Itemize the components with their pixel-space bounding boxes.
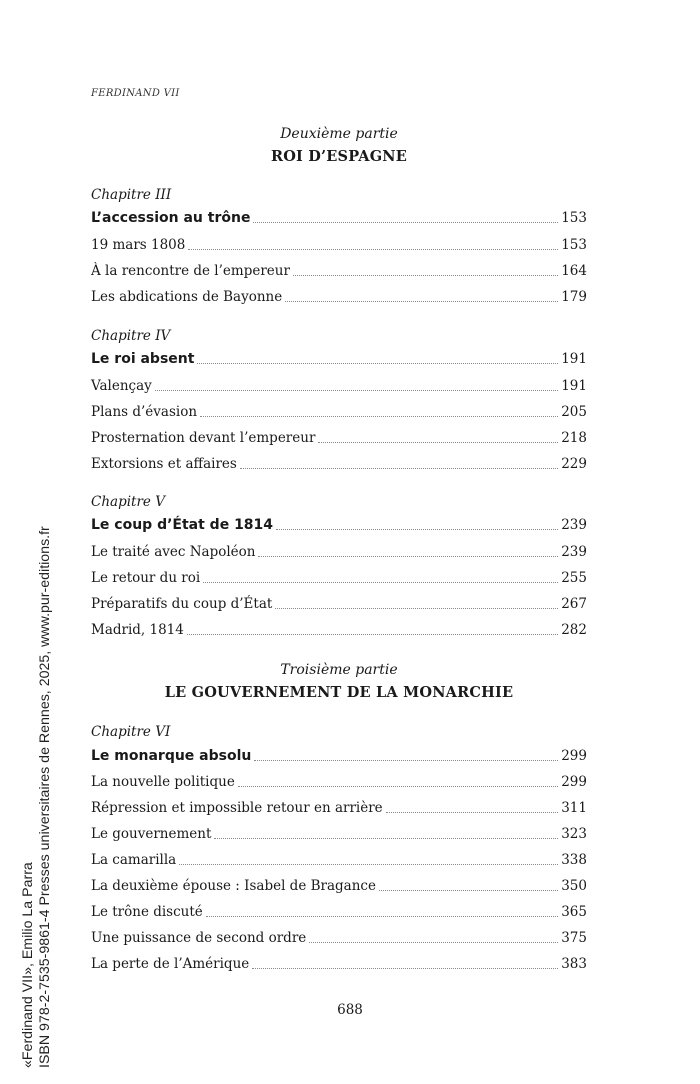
entry-title: Le retour du roi [91,570,201,586]
chapter-title-row[interactable] [91,744,587,764]
part-label: Troisième partie [280,662,398,678]
dot-leader [275,598,558,609]
copyright-sidebar [20,468,54,1068]
chapter-label: Chapitre VI [91,724,171,740]
running-head: FERDINAND VII [91,88,180,99]
page-number: 255 [561,570,587,586]
dot-leader [187,624,558,635]
page-number: 375 [561,930,587,946]
entry-title: La deuxième épouse : Isabel de Bragance [91,878,376,894]
dot-leader [214,828,558,839]
toc-entry[interactable] [91,926,587,946]
page-number: 239 [561,544,587,560]
chapter-label: Chapitre IV [91,328,171,344]
dot-leader [240,458,558,469]
entry-title: Prosternation devant l’empereur [91,430,316,446]
entry-title: Madrid, 1814 [91,622,184,638]
entry-title: Préparatifs du coup d’État [91,596,273,612]
dot-leader [379,880,558,891]
sidebar-line: «Ferdinand VII», Emilio La Parra [20,862,36,1068]
dot-leader [188,239,558,250]
part-label: Deuxième partie [280,126,398,142]
dot-leader [258,546,558,557]
entry-title: Le trône discuté [91,904,203,920]
toc-entry[interactable] [91,400,587,420]
entry-title: Le traité avec Napoléon [91,544,256,560]
dot-leader [285,291,558,302]
toc-entry[interactable] [91,259,587,279]
toc-entry[interactable] [91,770,587,790]
entry-title: Une puissance de second ordre [91,930,307,946]
page-number: 164 [561,263,587,279]
chapter-title: Le coup d’État de 1814 [91,517,274,533]
chapter-title: L’accession au trône [91,210,251,226]
page-number: 153 [561,210,587,226]
entry-title: À la rencontre de l’empereur [91,263,290,279]
page-number: 350 [561,878,587,894]
toc-entry[interactable] [91,592,587,612]
toc-entry[interactable] [91,822,587,842]
entry-title: Le gouvernement [91,826,212,842]
dot-leader [309,932,558,943]
dot-leader [206,906,558,917]
dot-leader [200,406,558,417]
toc-entry[interactable] [91,566,587,586]
toc-entry[interactable] [91,618,587,638]
dot-leader [238,776,558,787]
page-number: 191 [561,351,587,367]
toc-entry[interactable] [91,848,587,868]
toc-entry[interactable] [91,952,587,972]
page-number: 282 [561,622,587,638]
page-number: 299 [561,774,587,790]
page-number: 179 [561,289,587,305]
toc-entry[interactable] [91,796,587,816]
dot-leader [179,854,558,865]
toc-entry[interactable] [91,374,587,394]
page-number: 218 [561,430,587,446]
dot-leader [203,572,558,583]
dot-leader [252,958,558,969]
entry-title: Les abdications de Bayonne [91,289,283,305]
toc-entry[interactable] [91,426,587,446]
dot-leader [155,380,558,391]
part-title: ROI D’ESPAGNE [270,148,408,165]
entry-title: La camarilla [91,852,177,868]
dot-leader [386,802,559,813]
part-heading [91,126,587,165]
page-number: 229 [561,456,587,472]
toc-entry[interactable] [91,874,587,894]
entry-title: Valençay [91,378,152,394]
page-number-footer: 688 [337,1002,363,1018]
entry-title: La nouvelle politique [91,774,235,790]
toc-entry[interactable] [91,233,587,253]
dot-leader [293,265,558,276]
page-number: 311 [561,800,587,816]
chapter-title-row[interactable] [91,513,587,533]
entry-title: 19 mars 1808 [91,237,186,253]
entry-title: Plans d’évasion [91,404,198,420]
chapter-title-row[interactable] [91,347,587,367]
chapter-label: Chapitre III [91,187,172,203]
page-number: 239 [561,517,587,533]
page-number: 323 [561,826,587,842]
page-number: 338 [561,852,587,868]
dot-leader [197,353,558,364]
page-number: 383 [561,956,587,972]
toc-entry[interactable] [91,540,587,560]
page-number: 267 [561,596,587,612]
chapter-title-row[interactable] [91,206,587,226]
part-heading [91,662,587,701]
page-number: 191 [561,378,587,394]
entry-title: Extorsions et affaires [91,456,237,472]
dot-leader [276,519,558,530]
page-number: 153 [561,237,587,253]
dot-leader [253,212,558,223]
dot-leader [254,750,558,761]
toc-entry[interactable] [91,452,587,472]
chapter-label: Chapitre V [91,494,165,510]
page-number: 365 [561,904,587,920]
toc-entry[interactable] [91,285,587,305]
chapter-title: Le roi absent [91,351,195,367]
chapter-title: Le monarque absolu [91,748,252,764]
sidebar-line: ISBN 978-2-7535-9861-4 Presses universitaires de Rennes, 2025, www.pur-editions.fr [37,526,53,1068]
dot-leader [318,432,558,443]
entry-title: Répression et impossible retour en arrière [91,800,383,816]
toc-entry[interactable] [91,900,587,920]
page-number: 205 [561,404,587,420]
page-number: 299 [561,748,587,764]
entry-title: La perte de l’Amérique [91,956,250,972]
part-title: LE GOUVERNEMENT DE LA MONARCHIE [164,684,514,701]
